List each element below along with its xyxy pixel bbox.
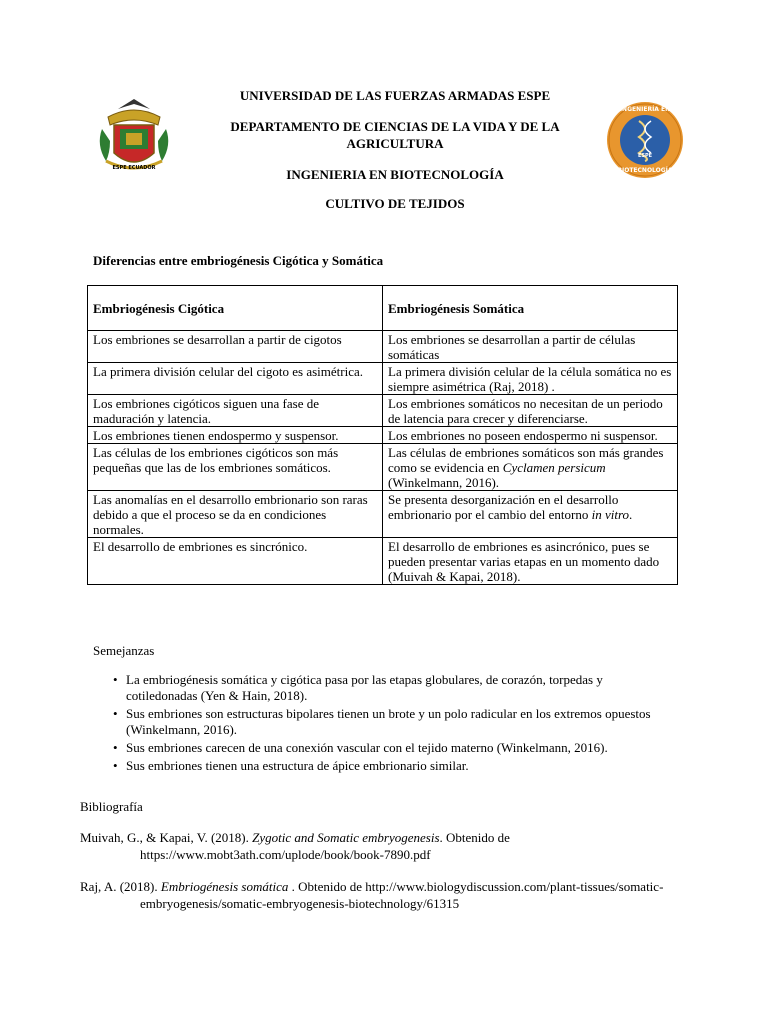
cell-cigotica: Los embriones cigóticos siguen una fase de maduración y latencia.: [88, 395, 383, 427]
table-row: [88, 363, 678, 395]
table-row: [88, 331, 678, 363]
table-row: [88, 395, 678, 427]
biotech-badge-logo: [606, 101, 684, 179]
list-item-text: Sus embriones tienen una estructura de ápice embrionario similar.: [126, 758, 469, 773]
cell-somatica: Los embriones somáticos no necesitan de un periodo de latencia para crecer y diferenciarse.: [383, 395, 678, 427]
species-name: Cyclamen persicum: [502, 460, 606, 475]
table-row: [88, 538, 678, 585]
cell-end: .: [629, 507, 633, 522]
cell-somatica: El desarrollo de embriones es asincrónico, pues se pueden presentar varias etapas en un momento dado (Muivah & Kapai, 2018).: [383, 538, 678, 585]
cell-cigotica: Los embriones se desarrollan a partir de cigotos: [88, 331, 383, 363]
bullet-icon: •: [113, 758, 118, 773]
badge-center-text: ESPE: [637, 153, 653, 159]
table-header-row: [88, 286, 678, 331]
ref-source: . Obtenido de https://www.mobt3ath.com/uplode/book/book-7890.pdf: [140, 830, 510, 862]
cell-cigotica: Los embriones tienen endospermo y suspensor.: [88, 427, 383, 444]
crest-caption: ESPE ECUADOR: [112, 165, 156, 171]
section-title: Diferencias entre embriogénesis Cigótica y Somática: [93, 253, 384, 268]
cell-cigotica: El desarrollo de embriones es sincrónico.: [88, 538, 383, 585]
table-row: [88, 444, 678, 491]
cell-citation: (Winkelmann, 2016).: [388, 475, 500, 490]
cell-somatica: Los embriones no poseen endospermo ni suspensor.: [383, 427, 678, 444]
career-title: INGENIERIA EN BIOTECNOLOGÍA: [286, 167, 504, 182]
comparison-table: [87, 285, 678, 585]
cell-somatica: [383, 444, 678, 491]
header-cigotica: Embriogénesis Cigótica: [88, 286, 383, 331]
ref-title: Zygotic and Somatic embryogenesis: [252, 830, 440, 845]
course-title: CULTIVO DE TEJIDOS: [325, 196, 465, 211]
cell-somatica: La primera división celular de la célula somática no es siempre asimétrica (Raj, 2018) .: [383, 363, 678, 395]
espe-crest-logo: [88, 95, 180, 187]
header-somatica: Embriogénesis Somática: [383, 286, 678, 331]
bullet-icon: •: [113, 740, 118, 755]
bibliography-title: Bibliografía: [80, 799, 143, 814]
list-item-text: Sus embriones carecen de una conexión vascular con el tejido materno (Winkelmann, 2016).: [126, 740, 608, 755]
reference-entry: [80, 878, 740, 912]
cell-somatica: [383, 491, 678, 538]
list-item: [110, 740, 670, 756]
university-title: UNIVERSIDAD DE LAS FUERZAS ARMADAS ESPE: [239, 88, 551, 103]
table-row: [88, 491, 678, 538]
cell-cigotica: Las células de los embriones cigóticos son más pequeñas que las de los embriones somáticos.: [88, 444, 383, 491]
list-item-text: Sus embriones son estructuras bipolares tienen un brote y un polo radicular en los extremos opuestos (Winkelmann, 2016).: [126, 706, 651, 737]
cell-cigotica: La primera división celular del cigoto es asimétrica.: [88, 363, 383, 395]
list-item-text: La embriogénesis somática y cigótica pasa por las etapas globulares, de corazón, torpedas y cotiledonadas (Yen & Hain, 2018).: [126, 672, 603, 703]
cell-text: Se presenta desorganización en el desarrollo embrionario por el cambio del entorno: [388, 492, 619, 522]
list-item: [110, 758, 670, 774]
similarities-list: [110, 672, 670, 776]
cell-text: Las células de embriones somáticos son más grandes como se evidencia en: [388, 445, 664, 475]
table-row: [88, 427, 678, 444]
cell-cigotica: Las anomalías en el desarrollo embrionario son raras debido a que el proceso se da en condiciones normales.: [88, 491, 383, 538]
list-item: [110, 672, 670, 704]
reference-entry: [80, 829, 740, 863]
ref-source: . Obtenido de http://www.biologydiscussion.com/plant-tissues/somatic-embryogenesis/somatic-embryogenesis-biotechnology/61315: [140, 879, 664, 911]
badge-text-bottom: BIOTECNOLOGÍA: [617, 167, 673, 174]
bullet-icon: •: [113, 672, 118, 687]
ref-authors: Raj, A. (2018).: [80, 879, 161, 894]
in-vitro-term: in vitro: [591, 507, 630, 522]
list-item: [110, 706, 670, 738]
ref-title: Embriogénesis somática: [160, 879, 289, 894]
similarities-title: Semejanzas: [93, 643, 155, 658]
department-title: DEPARTAMENTO DE CIENCIAS DE LA VIDA Y DE LA AGRICULTURA: [230, 119, 560, 151]
badge-text-top: INGENIERÍA EN: [619, 106, 671, 113]
bullet-icon: •: [113, 706, 118, 721]
ref-authors: Muivah, G., & Kapai, V. (2018).: [80, 830, 253, 845]
cell-somatica: Los embriones se desarrollan a partir de células somáticas: [383, 331, 678, 363]
